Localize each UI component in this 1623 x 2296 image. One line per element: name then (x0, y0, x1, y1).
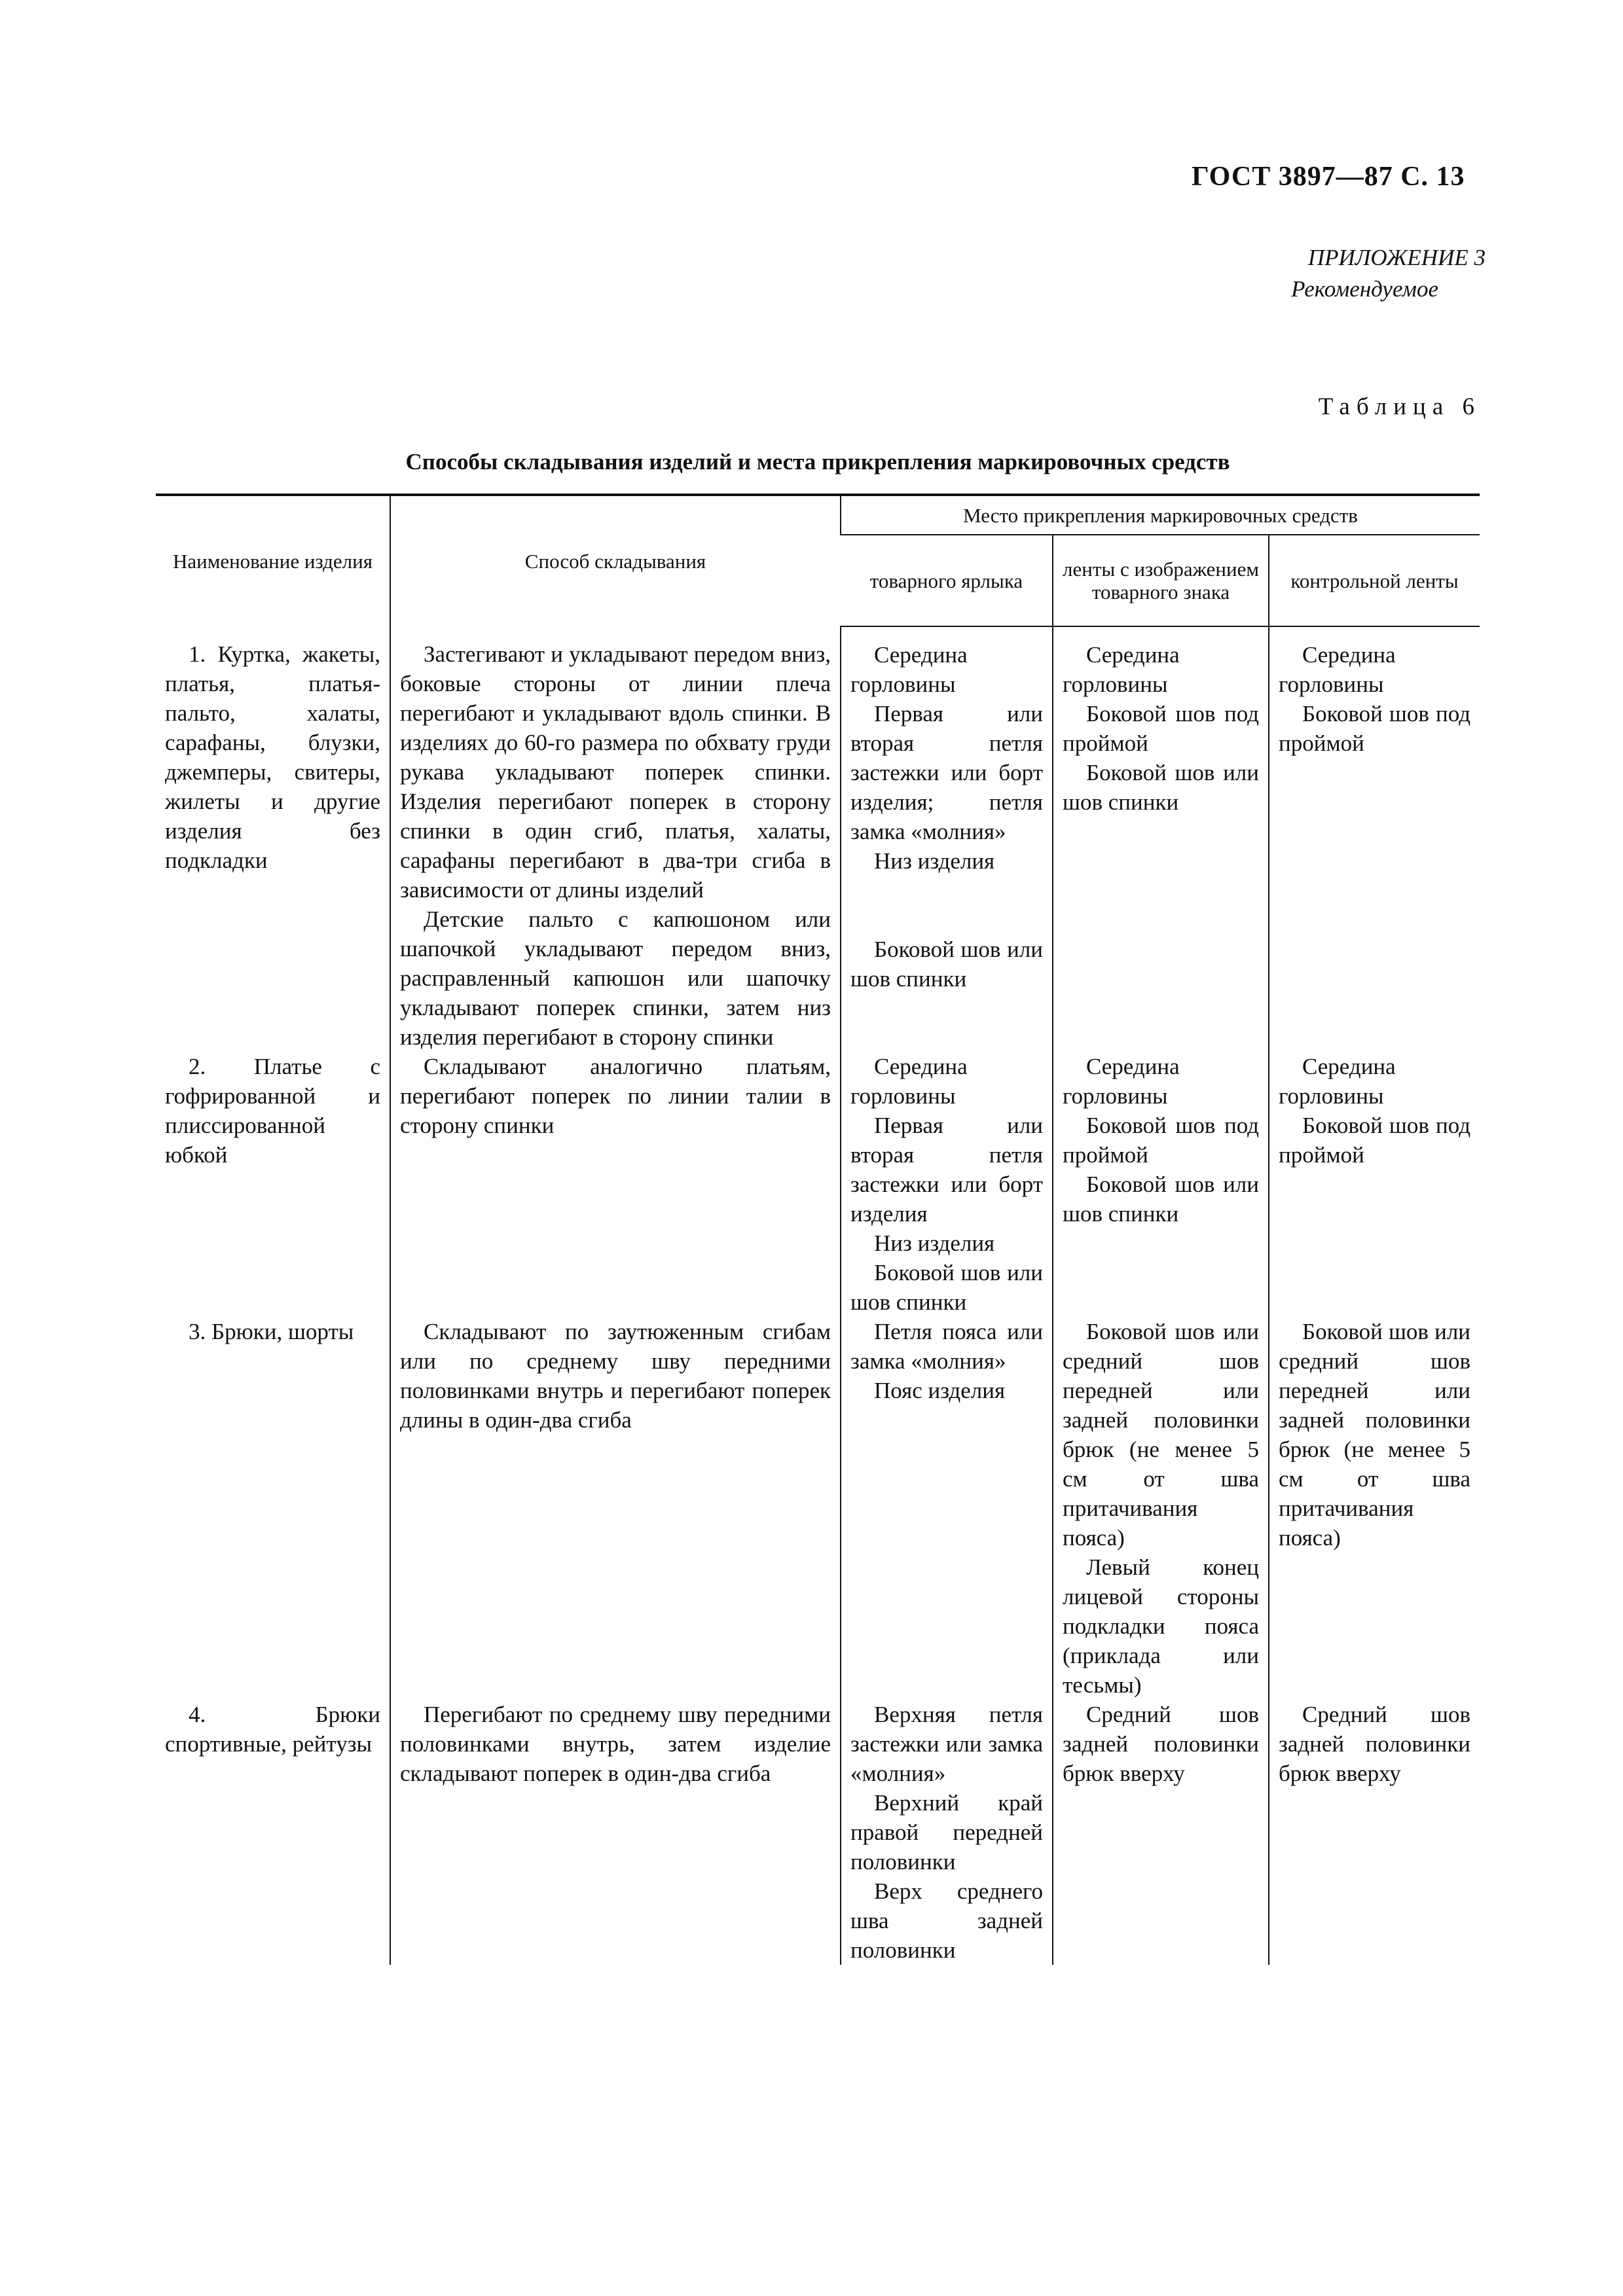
product-name: 1. Куртка, жакеты, платья, платья-пальто, халаты, сарафаны, блузки, джемперы, свитеры, жилеты и другие изделия без подкладки (165, 641, 380, 873)
cell-trademark-place (1053, 1052, 1269, 1317)
cell-product (156, 1700, 390, 1965)
cell-product (156, 626, 390, 1052)
cell-paragraph: Перегибают по среднему шву передними половинками внутрь, затем изделие складывают поперек в один-два сгиба (400, 1702, 831, 1786)
header-trademark: ленты с изображением товарного знака (1053, 535, 1269, 626)
cell-paragraph: Средний шов задней половинки брюк вверху (1063, 1702, 1259, 1786)
cell-trademark-place (1053, 626, 1269, 1052)
cell-paragraph: Середина горловины (1279, 642, 1396, 697)
cell-paragraph: Первая или вторая петля застежки или борт изделия; петля замка «молния» (850, 701, 1043, 844)
cell-paragraph: Середина горловины (1063, 642, 1180, 697)
cell-paragraph: Пояс изделия (874, 1378, 1006, 1403)
cell-paragraph: Середина горловины (1279, 1054, 1396, 1109)
cell-trademark-place (1053, 1317, 1269, 1700)
cell-paragraph: Верхний край правой передней половинки (850, 1790, 1043, 1874)
cell-paragraph: Середина горловины (850, 1054, 968, 1109)
cell-label-place (841, 626, 1053, 1052)
cell-paragraph: Низ изделия (874, 848, 995, 874)
header-label: товарного ярлыка (841, 535, 1053, 626)
cell-control-place (1269, 1052, 1480, 1317)
cell-paragraph: Боковой шов или средний шов передней или задней половинки брюк (не менее 5 см от шва притачивания пояса) (1063, 1319, 1259, 1551)
cell-control-place (1269, 1317, 1480, 1700)
cell-method (390, 1317, 841, 1700)
table-row (156, 1700, 1480, 1965)
cell-paragraph: Боковой шов или шов спинки (1063, 760, 1259, 815)
table-row (156, 626, 1480, 1052)
product-name: 2. Платье с гофрированной и плиссированной юбкой (165, 1054, 380, 1168)
cell-paragraph: Петля пояса или замка «молния» (850, 1319, 1043, 1374)
table-number: Таблица 6 (1318, 393, 1481, 420)
cell-paragraph: Детские пальто с капюшоном или шапочкой укладывают передом вниз, расправленный капюшон или шапочку укладывают поперек спинки, затем низ изделия перегибают в сторону спинки (400, 906, 831, 1050)
header-attachment-group: Место прикрепления маркировочных средств (841, 495, 1480, 535)
cell-method (390, 1052, 841, 1317)
cell-paragraph: Верхняя петля застежки или замка «молния» (850, 1702, 1043, 1786)
cell-method (390, 626, 841, 1052)
cell-paragraph: Боковой шов под проймой (1279, 701, 1471, 756)
table-title: Способы складывания изделий и места прикрепления маркировочных средств (405, 449, 1230, 475)
cell-trademark-place (1053, 1700, 1269, 1965)
cell-control-place (1269, 626, 1480, 1052)
folding-methods-table (156, 493, 1480, 1965)
appendix-block (1291, 242, 1486, 305)
cell-method (390, 1700, 841, 1965)
table-row (156, 1052, 1480, 1317)
appendix-label: ПРИЛОЖЕНИЕ 3 (1307, 245, 1486, 270)
cell-paragraph: Верх среднего шва задней половинки (850, 1878, 1043, 1963)
header-control: контрольной ленты (1269, 535, 1480, 626)
cell-paragraph: Боковой шов или средний шов передней или задней половинки брюк (не менее 5 см от шва притачивания пояса) (1279, 1319, 1471, 1551)
cell-paragraph: Складывают аналогично платьям, перегибают поперек по линии талии в сторону спинки (400, 1054, 831, 1138)
cell-paragraph: Боковой шов под проймой (1279, 1113, 1471, 1168)
cell-product (156, 1317, 390, 1700)
cell-product (156, 1052, 390, 1317)
cell-paragraph: Середина горловины (1063, 1054, 1180, 1109)
header-method: Способ складывания (390, 495, 841, 626)
cell-label-place (841, 1052, 1053, 1317)
cell-paragraph: Боковой шов под проймой (1063, 701, 1259, 756)
cell-paragraph: Левый конец лицевой стороны подкладки пояса (приклада или тесьмы) (1063, 1554, 1259, 1698)
cell-paragraph: Боковой шов под проймой (1063, 1113, 1259, 1168)
appendix-status: Рекомендуемое (1291, 276, 1438, 302)
cell-paragraph (850, 876, 1043, 935)
cell-paragraph: Первая или вторая петля застежки или борт изделия (850, 1113, 1043, 1227)
document-header: ГОСТ 3897—87 С. 13 (1192, 162, 1465, 192)
header-product: Наименование изделия (156, 495, 390, 626)
product-name: 3. Брюки, шорты (189, 1319, 354, 1344)
cell-paragraph: Боковой шов или шов спинки (850, 937, 1043, 992)
product-name: 4. Брюки спортивные, рейтузы (165, 1702, 380, 1757)
cell-label-place (841, 1700, 1053, 1965)
cell-paragraph: Складывают по заутюженным сгибам или по среднему шву передними половинками внутрь и перегибают поперек длины в один-два сгиба (400, 1319, 831, 1433)
cell-paragraph: Середина горловины (850, 642, 968, 697)
cell-control-place (1269, 1700, 1480, 1965)
cell-paragraph: Боковой шов или шов спинки (1063, 1172, 1259, 1227)
cell-paragraph: Низ изделия (874, 1230, 995, 1256)
cell-paragraph: Боковой шов или шов спинки (850, 1260, 1043, 1315)
cell-label-place (841, 1317, 1053, 1700)
cell-paragraph: Средний шов задней половинки брюк вверху (1279, 1702, 1471, 1786)
table-row (156, 1317, 1480, 1700)
cell-paragraph: Застегивают и укладывают передом вниз, боковые стороны от линии плеча перегибают и укладывают вдоль спинки. В изделиях до 60-го размера по обхвату груди рукава укладывают поперек спинки. Изделия перегибают поперек в сторону спинки в один сгиб, платья, халаты, сарафаны перегибают в два-три сгиба в зависимости от длины изделий (400, 641, 831, 903)
